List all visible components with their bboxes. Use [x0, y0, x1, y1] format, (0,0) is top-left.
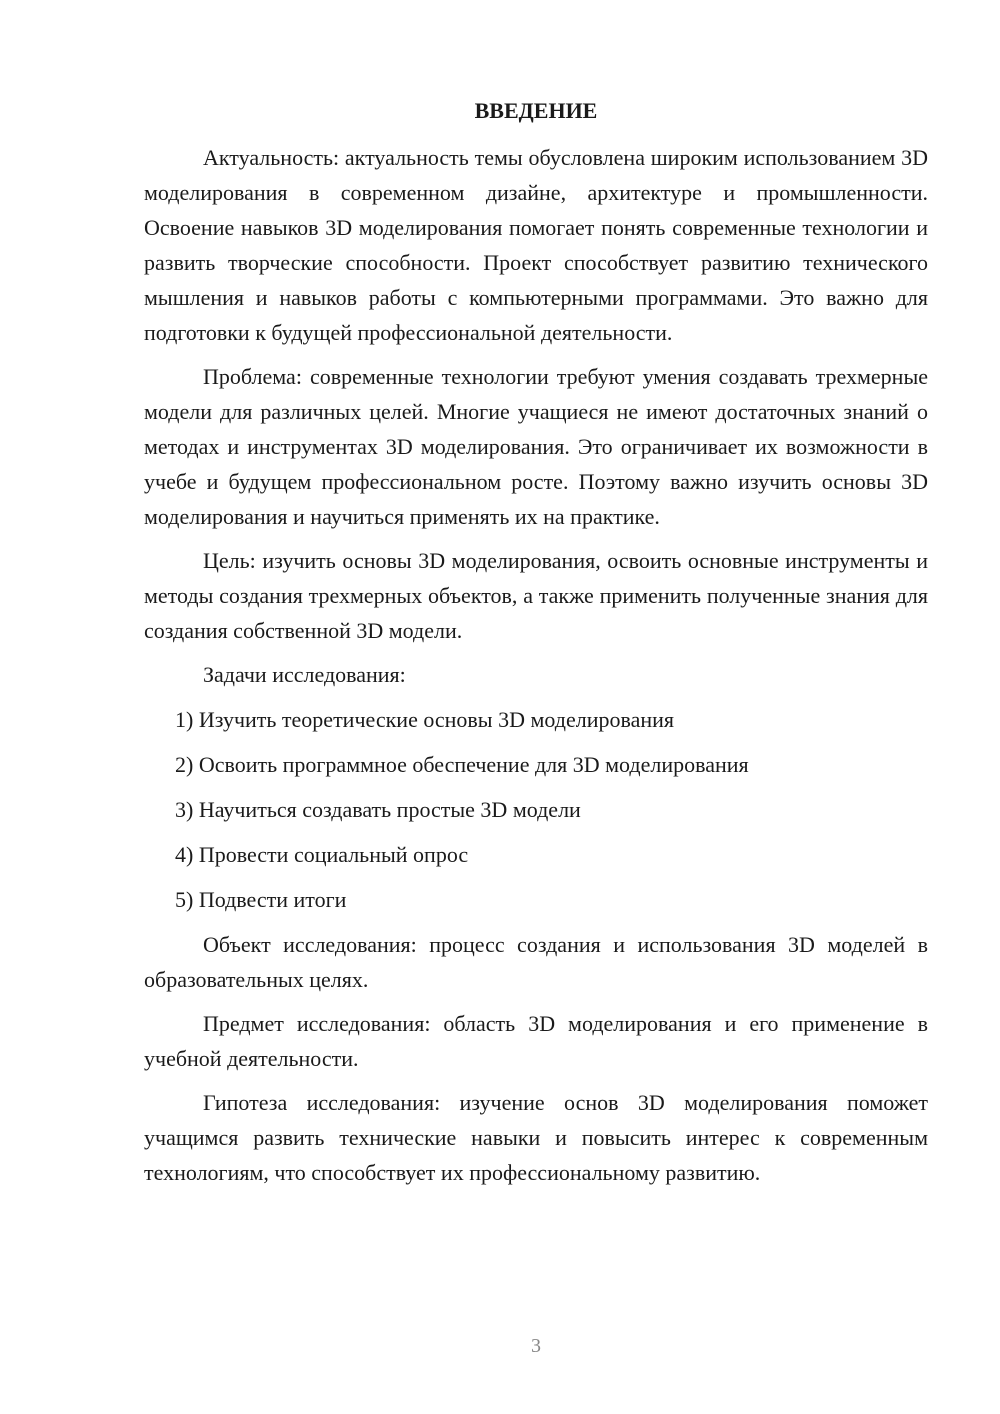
task-item: 4) Провести социальный опрос [175, 842, 469, 867]
hypothesis-paragraph: Гипотеза исследования: изучение основ 3D моделирования поможет учащимся развить технические навыки и повысить интерес к современным технологиям, что способствует их профессиональному развитию. [144, 1090, 928, 1185]
tasks-heading: Задачи исследования: [203, 662, 406, 687]
task-item: 3) Научиться создавать простые 3D модели [175, 797, 581, 822]
relevance-paragraph: Актуальность: актуальность темы обусловлена широким использованием 3D моделирования в современном дизайне, архитектуре и промышленности. Освоение навыков 3D моделирования помогает понять современные технологии и развить творческие способности. Проект способствует развитию технического мышления и навыков работы с компьютерными программами. Это важно для подготовки к будущей профессиональной деятельности. [144, 145, 928, 345]
object-paragraph: Объект исследования: процесс создания и использования 3D моделей в образовательных целях. [144, 932, 928, 992]
goal-paragraph: Цель: изучить основы 3D моделирования, освоить основные инструменты и методы создания трехмерных объектов, а также применить полученные знания для создания собственной 3D модели. [144, 548, 928, 643]
subject-paragraph: Предмет исследования: область 3D моделирования и его применение в учебной деятельности. [144, 1011, 928, 1071]
problem-paragraph: Проблема: современные технологии требуют умения создавать трехмерные модели для различных целей. Многие учащиеся не имеют достаточных знаний о методах и инструментах 3D моделирования. Это ограничивает их возможности в учебе и будущем профессиональном росте. Поэтому важно изучить основы 3D моделирования и научиться применять их на практике. [144, 364, 928, 529]
task-item: 5) Подвести итоги [175, 887, 347, 912]
task-item: 2) Освоить программное обеспечение для 3D моделирования [175, 752, 749, 777]
document-page [144, 96, 928, 1199]
page-number: 3 [531, 1335, 541, 1357]
tasks-list [144, 702, 928, 917]
task-item: 1) Изучить теоретические основы 3D моделирования [175, 707, 674, 732]
page-title: ВВЕДЕНИЕ [474, 98, 598, 123]
